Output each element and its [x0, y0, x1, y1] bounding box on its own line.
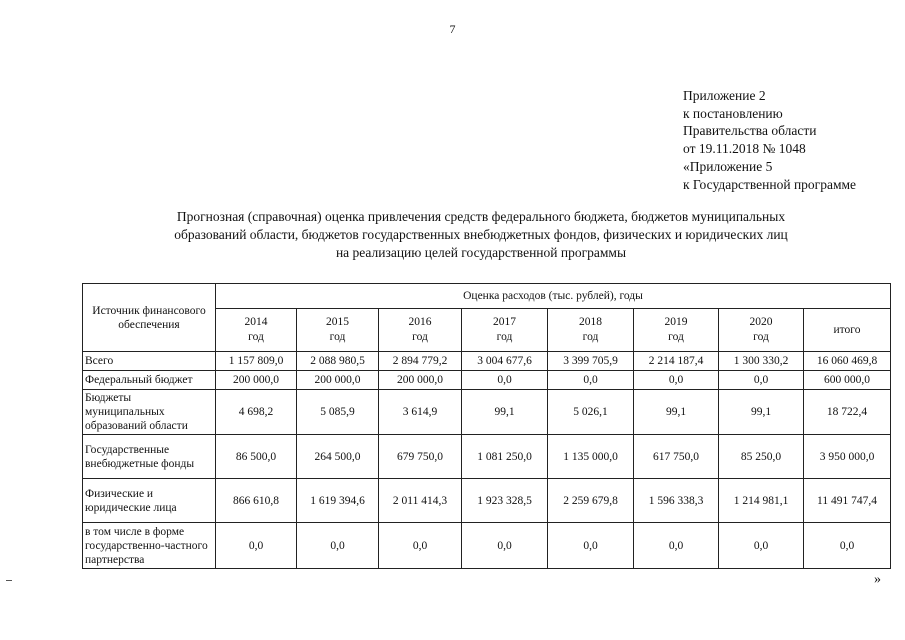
- table-row: [83, 352, 891, 371]
- table-row: [83, 371, 891, 390]
- table-cell: 0,0: [719, 523, 804, 569]
- table-cell: 264 500,0: [297, 435, 379, 479]
- table-cell: 1 214 981,1: [719, 479, 804, 523]
- table-cell: 99,1: [634, 390, 719, 435]
- table-cell: 2 894 779,2: [379, 352, 462, 371]
- table-cell: 0,0: [634, 371, 719, 390]
- table-cell: 99,1: [719, 390, 804, 435]
- table-cell: 1 157 809,0: [216, 352, 297, 371]
- table-cell: 3 004 677,6: [462, 352, 548, 371]
- table-cell: 2 259 679,8: [548, 479, 634, 523]
- table-cell: 86 500,0: [216, 435, 297, 479]
- table-cell: 866 610,8: [216, 479, 297, 523]
- page-number: 7: [449, 22, 456, 36]
- appendix-line: к Государственной программе: [683, 176, 857, 192]
- appendix-line: от 19.11.2018 № 1048: [683, 141, 806, 157]
- table-cell: 200 000,0: [379, 371, 462, 390]
- table-cell: 1 081 250,0: [462, 435, 548, 479]
- expense-estimate-header: Оценка расходов (тыс. рублей), годы: [216, 284, 891, 309]
- table-cell: 0,0: [462, 371, 548, 390]
- row-label: Всего: [83, 352, 216, 371]
- table-cell: 200 000,0: [297, 371, 379, 390]
- table-cell: 4 698,2: [216, 390, 297, 435]
- table-cell: 679 750,0: [379, 435, 462, 479]
- table-cell: 2 214 187,4: [634, 352, 719, 371]
- table-header-row: [83, 284, 891, 309]
- table-cell: 0,0: [804, 523, 891, 569]
- table-cell: 1 619 394,6: [297, 479, 379, 523]
- year-header: 2014 год: [216, 309, 297, 352]
- table-row: [83, 390, 891, 435]
- table-cell: 0,0: [462, 523, 548, 569]
- table-cell: 3 950 000,0: [804, 435, 891, 479]
- table-cell: 2 088 980,5: [297, 352, 379, 371]
- table-row: [83, 523, 891, 569]
- table-cell: 85 250,0: [719, 435, 804, 479]
- appendix-reference: [683, 87, 856, 193]
- table-cell: 5 026,1: [548, 390, 634, 435]
- year-header: 2017 год: [462, 309, 548, 352]
- appendix-line: «Приложение 5: [683, 158, 773, 174]
- table-cell: 617 750,0: [634, 435, 719, 479]
- table-cell: 1 923 328,5: [462, 479, 548, 523]
- table-row: [83, 479, 891, 523]
- table-cell: 1 596 338,3: [634, 479, 719, 523]
- table-cell: 200 000,0: [216, 371, 297, 390]
- table-cell: 1 135 000,0: [548, 435, 634, 479]
- year-header: 2016 год: [379, 309, 462, 352]
- title-line: Прогнозная (справочная) оценка привлечения средств федерального бюджета, бюджетов муниципальных: [176, 209, 786, 224]
- table-cell: 18 722,4: [804, 390, 891, 435]
- title-line: на реализацию целей государственной программы: [335, 245, 627, 260]
- table-row: [83, 435, 891, 479]
- table-cell: 1 300 330,2: [719, 352, 804, 371]
- appendix-line: к постановлению: [683, 105, 783, 121]
- year-header: 2018 год: [548, 309, 634, 352]
- margin-mark: [6, 580, 12, 581]
- year-header: 2019 год: [634, 309, 719, 352]
- closing-quote: »: [874, 572, 881, 587]
- table-cell: 3 399 705,9: [548, 352, 634, 371]
- table-cell: 0,0: [719, 371, 804, 390]
- table-cell: 5 085,9: [297, 390, 379, 435]
- table-cell: 600 000,0: [804, 371, 891, 390]
- table-cell: 3 614,9: [379, 390, 462, 435]
- table-cell: 0,0: [548, 523, 634, 569]
- table-cell: 0,0: [216, 523, 297, 569]
- document-title: [100, 208, 862, 262]
- table-cell: 99,1: [462, 390, 548, 435]
- year-header: 2015 год: [297, 309, 379, 352]
- table-cell: 2 011 414,3: [379, 479, 462, 523]
- table-cell: 0,0: [548, 371, 634, 390]
- table-cell: 16 060 469,8: [804, 352, 891, 371]
- table-cell: 0,0: [634, 523, 719, 569]
- row-label: Государственные внебюджетные фонды: [83, 435, 216, 479]
- row-label: в том числе в форме государственно-частного партнерства: [83, 523, 216, 569]
- row-label: Физические и юридические лица: [83, 479, 216, 523]
- appendix-line: Правительства области: [683, 123, 817, 139]
- table-cell: 11 491 747,4: [804, 479, 891, 523]
- funding-table: [82, 283, 891, 569]
- source-column-header: Источник финансового обеспечения: [83, 284, 216, 352]
- title-line: образований области, бюджетов государственных внебюджетных фондов, физических и юридических лиц: [174, 227, 788, 242]
- total-header: итого: [804, 309, 891, 352]
- row-label: Бюджеты муниципальных образований области: [83, 390, 216, 435]
- year-header: 2020 год: [719, 309, 804, 352]
- table-cell: 0,0: [379, 523, 462, 569]
- table-cell: 0,0: [297, 523, 379, 569]
- appendix-line: Приложение 2: [683, 88, 766, 103]
- row-label: Федеральный бюджет: [83, 371, 216, 390]
